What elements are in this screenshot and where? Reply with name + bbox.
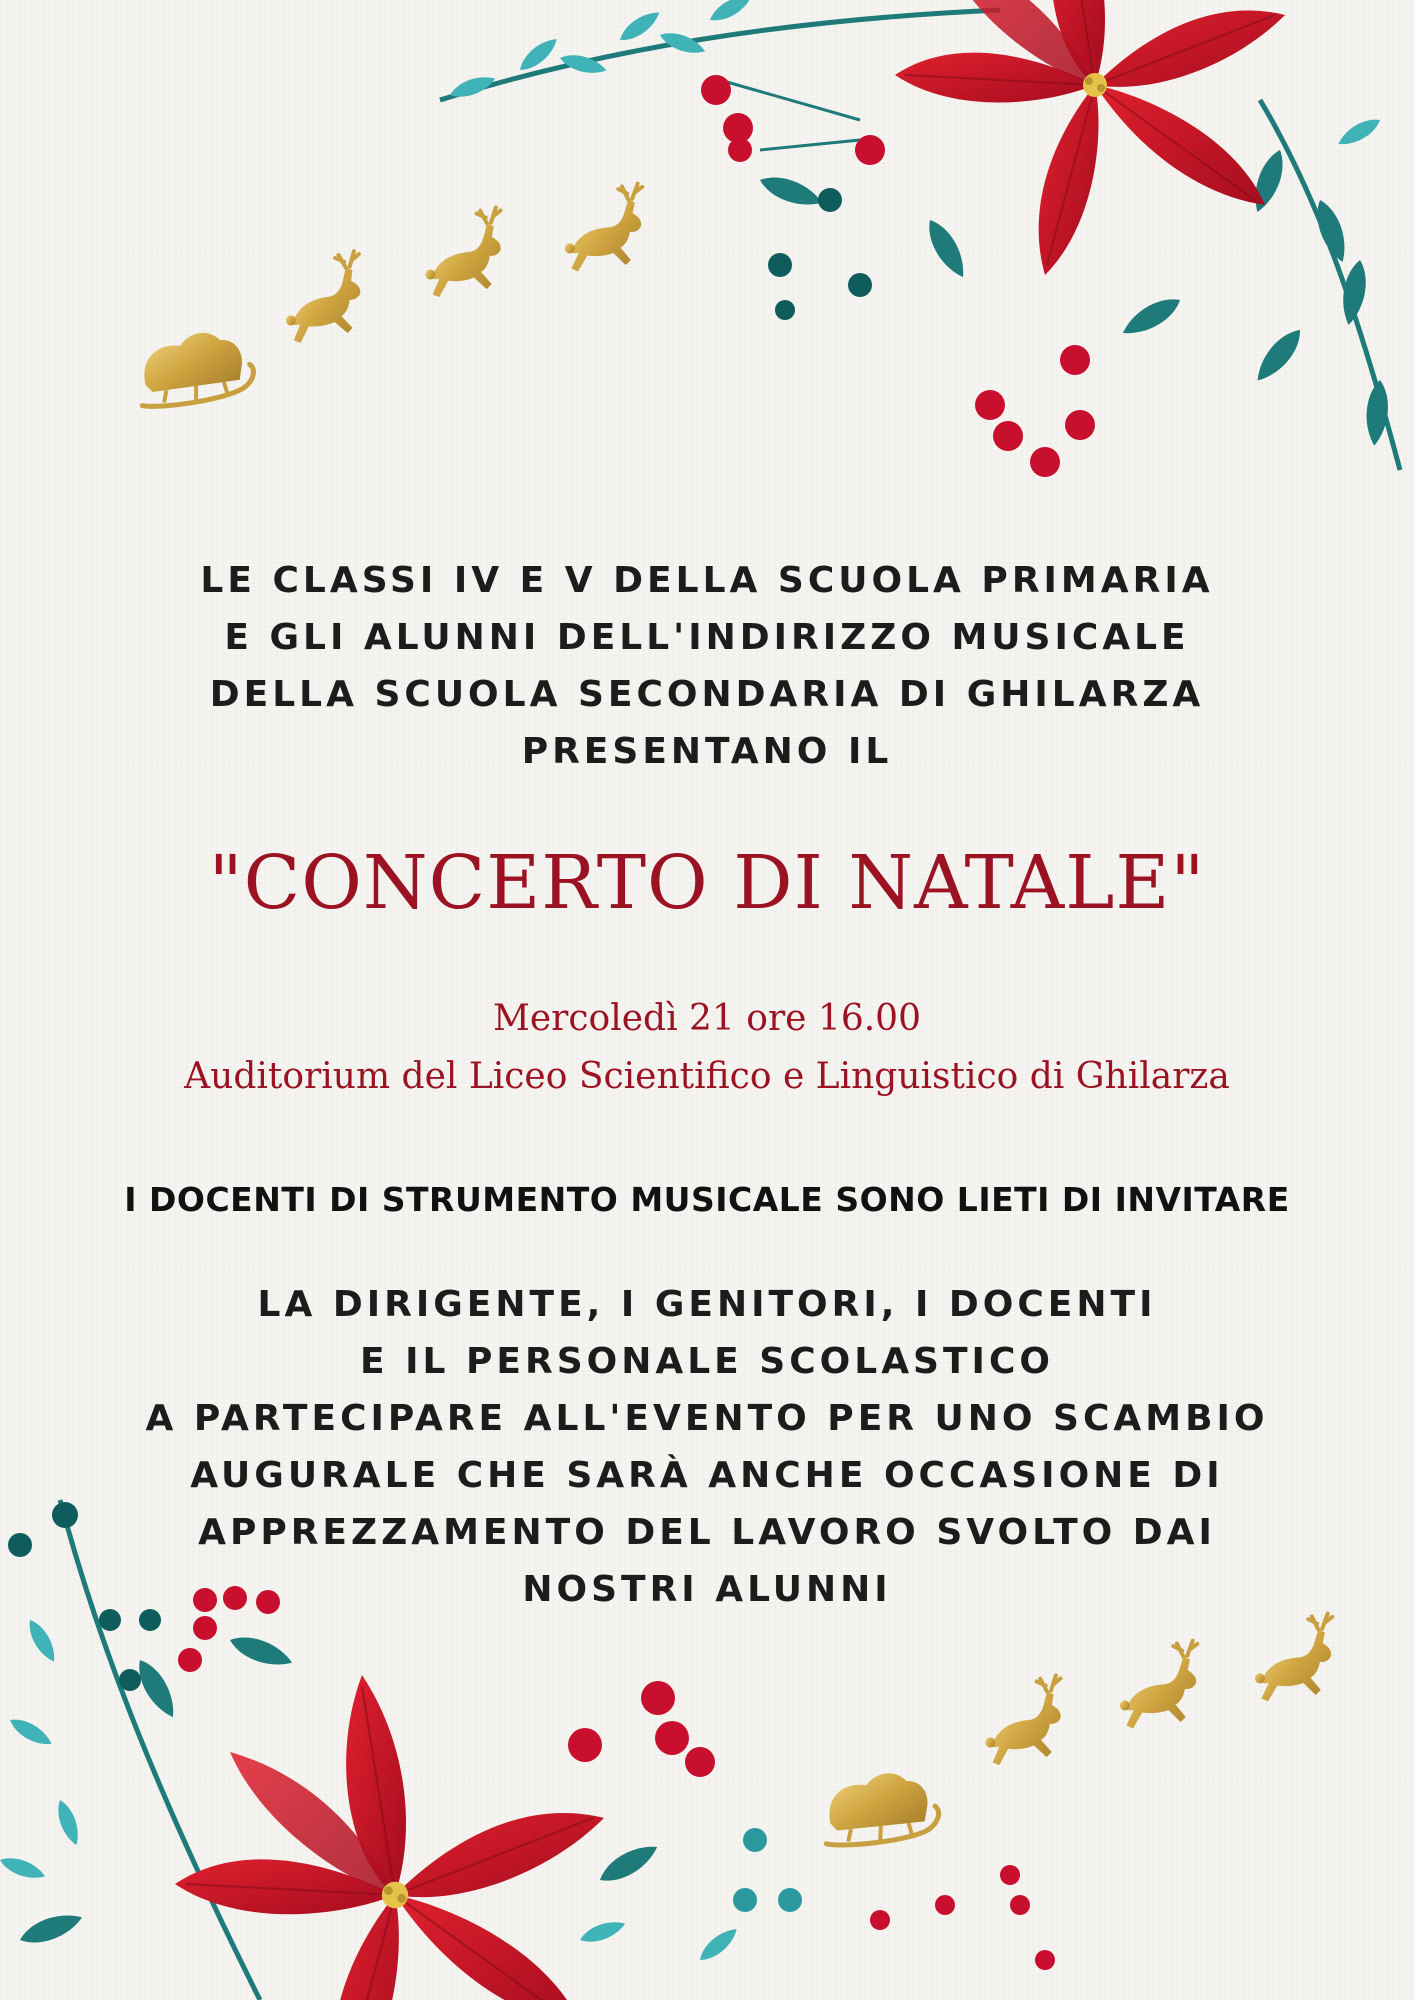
- invite-line: I DOCENTI DI STRUMENTO MUSICALE SONO LIETI DI INVITARE: [124, 1180, 1290, 1219]
- sleigh-icon: [133, 326, 256, 409]
- header-line: E GLI ALUNNI DELL'INDIRIZZO MUSICALE: [224, 617, 1190, 658]
- header-line: LE CLASSI IV E V DELLA SCUOLA PRIMARIA: [200, 560, 1214, 601]
- header-line: PRESENTANO IL: [521, 731, 893, 772]
- guests-line: E IL PERSONALE SCOLASTICO: [360, 1341, 1054, 1382]
- event-info: [0, 990, 1414, 1106]
- poinsettia-icon: [895, 0, 1285, 275]
- guests-line: LA DIRIGENTE, I GENITORI, I DOCENTI: [257, 1284, 1157, 1325]
- concert-title: "CONCERTO DI NATALE": [208, 840, 1206, 926]
- guests-line: NOSTRI ALUNNI: [522, 1569, 892, 1610]
- top-sleigh-group: [133, 183, 655, 410]
- header-line: DELLA SCUOLA SECONDARIA DI GHILARZA: [209, 674, 1205, 715]
- holly-berries-icon: [701, 75, 1095, 477]
- guests-line: APPREZZAMENTO DEL LAVORO SVOLTO DAI: [198, 1512, 1216, 1553]
- event-datetime: Mercoledì 21 ore 16.00: [493, 998, 921, 1039]
- event-venue: Auditorium del Liceo Scientifico e Linguistico di Ghilarza: [184, 1056, 1230, 1097]
- guests-line: A PARTECIPARE ALL'EVENTO PER UNO SCAMBIO: [145, 1398, 1269, 1439]
- reindeer-icon: [273, 250, 376, 347]
- header-block: [0, 552, 1414, 780]
- bottom-sleigh-group: [820, 1613, 1345, 1848]
- guests-block: [0, 1276, 1414, 1618]
- guests-line: AUGURALE CHE SARÀ ANCHE OCCASIONE DI: [190, 1455, 1224, 1496]
